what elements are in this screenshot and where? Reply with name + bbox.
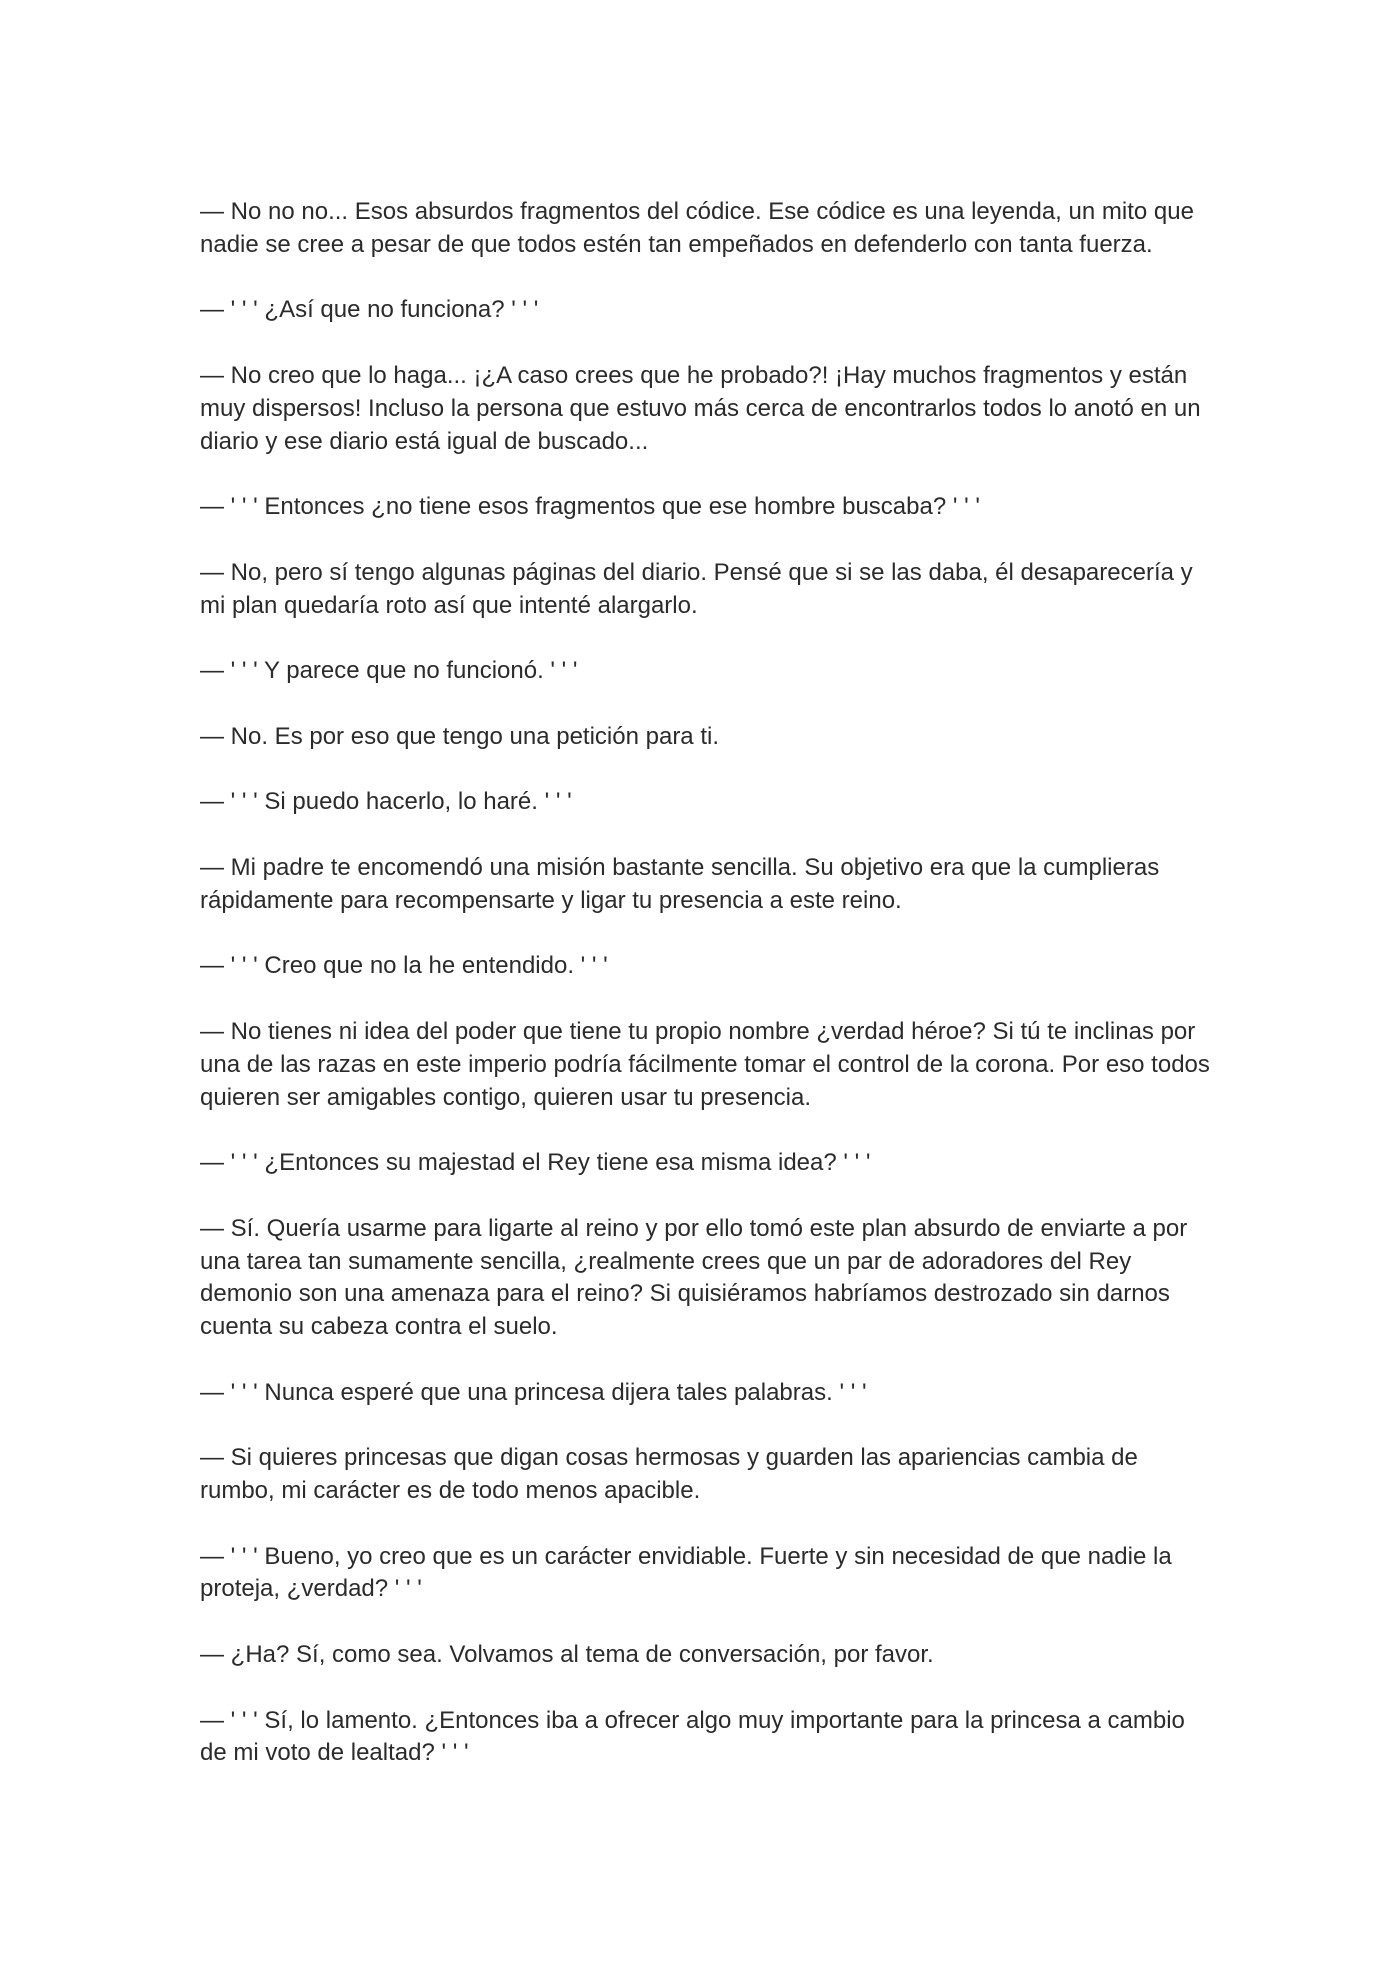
paragraph-9: — Mi padre te encomendó una misión bastante sencilla. Su objetivo era que la cumplieras rápidamente para recompensarte y ligar tu presencia a este reino. [200, 853, 1160, 914]
paragraph-7: — No. Es por eso que tengo una petición para ti. [200, 722, 719, 750]
paragraph-16: — ' ' ' Bueno, yo creo que es un carácter envidiable. Fuerte y sin necesidad de que nadie la proteja, ¿verdad? ' ' ' [200, 1542, 1172, 1603]
paragraph-17: — ¿Ha? Sí, como sea. Volvamos al tema de conversación, por favor. [200, 1641, 934, 1669]
paragraph-6: — ' ' ' Y parece que no funcionó. ' ' ' [200, 657, 578, 685]
paragraph-12: — ' ' ' ¿Entonces su majestad el Rey tiene esa misma idea? ' ' ' [200, 1149, 871, 1177]
paragraph-1: — No no no... Esos absurdos fragmentos del códice. Ese códice es una leyenda, un mito que nadie se cree a pesar de que todos estén tan empeñados en defenderlo con tanta fuerza. [200, 198, 1194, 258]
paragraph-11: — No tienes ni idea del poder que tiene tu propio nombre ¿verdad héroe? Si tú te inclinas por una de las razas en este imperio podría fácilmente tomar el control de la corona. Por eso todos quieren ser amigables contigo, quieren usar tu presencia. [200, 1017, 1210, 1111]
paragraph-4: — ' ' ' Entonces ¿no tiene esos fragmentos que ese hombre buscaba? ' ' ' [200, 493, 980, 521]
paragraph-18: — ' ' ' Sí, lo lamento. ¿Entonces iba a ofrecer algo muy importante para la princesa a cambio de mi voto de lealtad? ' ' ' [200, 1706, 1185, 1767]
paragraph-3: — No creo que lo haga... ¡¿A caso crees que he probado?! ¡Hay muchos fragmentos y están muy dispersos! Incluso la persona que estuvo más cerca de encontrarlos todos lo anotó en un diario y ese diario está igual de buscado... [200, 361, 1201, 455]
paragraph-15: — Si quieres princesas que digan cosas hermosas y guarden las apariencias cambia de rumbo, mi carácter es de todo menos apacible. [200, 1444, 1138, 1505]
paragraph-14: — ' ' ' Nunca esperé que una princesa dijera tales palabras. ' ' ' [200, 1378, 867, 1406]
document-body [200, 196, 1210, 1803]
paragraph-10: — ' ' ' Creo que no la he entendido. ' ' ' [200, 952, 608, 980]
paragraph-5: — No, pero sí tengo algunas páginas del diario. Pensé que si se las daba, él desaparecería y mi plan quedaría roto así que intenté alargarlo. [200, 558, 1193, 619]
paragraph-2: — ' ' ' ¿Así que no funciona? ' ' ' [200, 296, 539, 324]
paragraph-13: — Sí. Quería usarme para ligarte al reino y por ello tomó este plan absurdo de enviarte a por una tarea tan sumamente sencilla, ¿realmente crees que un par de adoradores del Rey demonio son una amenaza para el reino? Si quisiéramos habríamos destrozado sin darnos cuenta su cabeza contra el suelo. [200, 1214, 1188, 1341]
paragraph-8: — ' ' ' Si puedo hacerlo, lo haré. ' ' ' [200, 788, 572, 816]
